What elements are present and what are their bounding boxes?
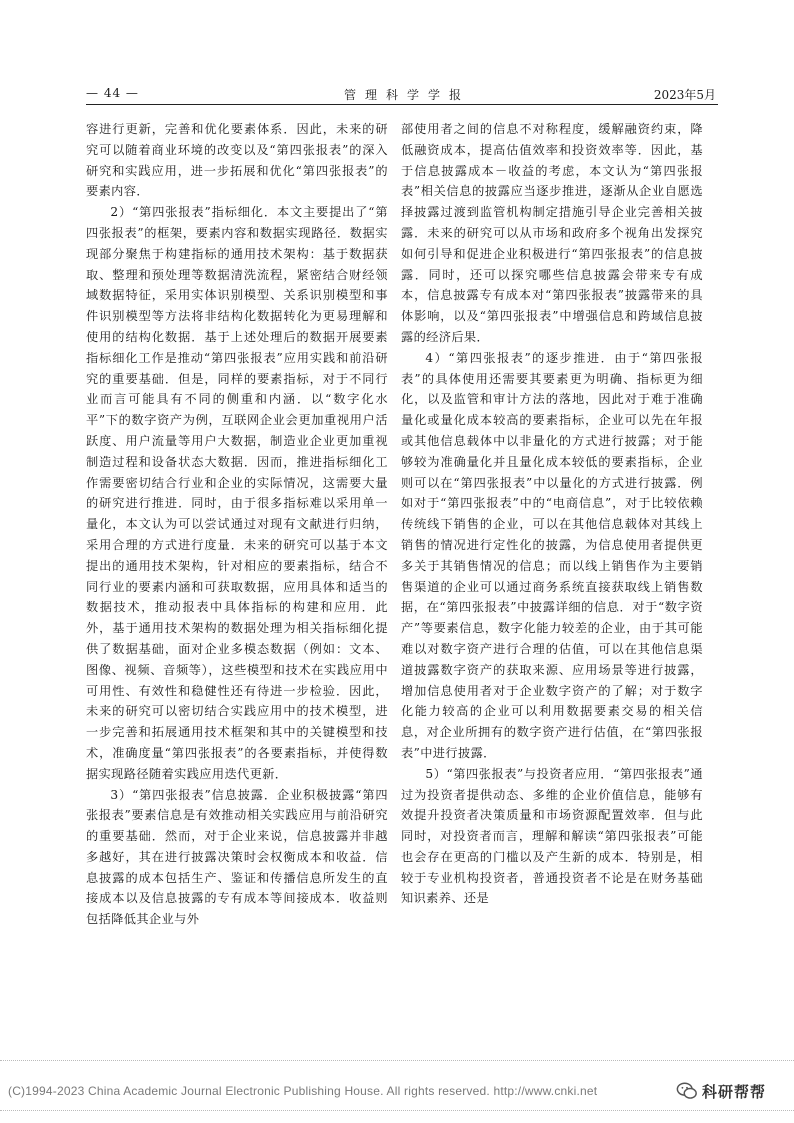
- left-column: [86, 119, 388, 930]
- paragraph-continued: 容进行更新，完善和优化要素体系．因此，未来的研究可以随着商业环境的改变以及“第四张报表”的深入研究和实践应用，进一步拓展和优化“第四张报表”的要素内容．: [86, 122, 388, 199]
- header-rule: [86, 104, 718, 105]
- watermark-text: 科研帮帮: [702, 1083, 767, 1101]
- journal-title: 管理科学学报: [344, 88, 471, 102]
- right-column: [401, 119, 703, 909]
- paragraph-investor-application: 5）“第四张报表”与投资者应用．“第四张报表”通过为投资者提供动态、多维的企业价值信息，能够有效提升投资者决策质量和市场资源配置效率．但与此同时，对投资者而言，理解和解读“第四张报表”可能也会存在更高的门槛以及产生新的成本．特别是，相较于专业机构投资者，普通投资者不论是在财务基础知识素养、还是: [401, 766, 703, 906]
- paragraph-continued: 部使用者之间的信息不对称程度，缓解融资约束，降低融资成本，提高估值效率和投资效率等．因此，基于信息披露成本－收益的考虑，本文认为“第四张报表”相关信息的披露应当逐步推进，逐渐从企业自愿选择披露过渡到监管机构制定措施引导企业完善相关披露．未来的研究可以从市场和政府多个视角出发探究如何引导和促进企业积极进行“第四张报表”的信息披露．同时，还可以探究哪些信息披露会带来专有成本，信息披露专有成本对“第四张报表”披露带来的具体影响，以及“第四张报表”中增强信息和跨域信息披露的经济后果．: [401, 122, 703, 344]
- paragraph-gradual-advancement: 4）“第四张报表”的逐步推进．由于“第四张报表”的具体使用还需要其要素更为明确、指标更为细化，以及监管和审计方法的落地，因此对于难于准确量化或量化成本较高的要素指标，企业可以先在年报或其他信息载体中以非量化的方式进行披露；对于能够较为准确量化并且量化成本较低的要素指标，企业则可以在“第四张报表”中以量化的方式进行披露．例如对于“第四张报表”中的“电商信息”，对于比较依赖传统线下销售的企业，可以在其他信息载体对其线上销售的情况进行定性化的披露，为信息使用者提供更多关于其销售情况的信息；而以线上销售作为主要销售渠道的企业可以通过商务系统直接获取线上销售数据，在“第四张报表”中披露详细的信息．对于“数字资产”等要素信息，数字化能力较差的企业，由于其可能难以对数字资产进行合理的估值，可以在其他信息渠道披露数字资产的获取来源、应用场景等进行披露，增加信息使用者对于企业数字资产的了解；对于数字化能力较高的企业可以利用数据要素交易的相关信息，对企业所拥有的数字资产进行估值，在“第四张报表”中进行披露．: [401, 350, 703, 760]
- issue-date: 2023年5月: [653, 88, 716, 102]
- wechat-icon: [676, 1080, 698, 1102]
- scan-artifact-line: [0, 1110, 794, 1111]
- scan-artifact-line: [0, 1060, 794, 1061]
- paragraph-information-disclosure: 3）“第四张报表”信息披露．企业积极披露“第四张报表”要素信息是有效推动相关实践应用与前沿研究的重要基础．然而，对于企业来说，信息披露并非越多越好，其在进行披露决策时会权衡成本和收益．信息披露的成本包括生产、鉴证和传播信息所发生的直接成本以及信息披露的专有成本等间接成本．收益则包括降低其企业与外: [86, 787, 388, 927]
- page-number: — 44 —: [86, 86, 139, 100]
- watermark: [676, 1080, 766, 1102]
- copyright-notice: (C)1994-2023 China Academic Journal Electronic Publishing House. All rights reserved. http://www.cnki.net: [8, 1084, 598, 1098]
- paragraph-indicator-refinement: 2）“第四张报表”指标细化．本文主要提出了“第四张报表”的框架，要素内容和数据实现路径．数据实现部分聚焦于构建指标的通用技术架构：基于数据获取、整理和预处理等数据清洗流程，紧密结合财经领域数据特征，采用实体识别模型、关系识别模型和事件识别模型等方法将非结构化数据转化为更易理解和使用的结构化数据．基于上述处理后的数据开展要素指标细化工作是推动“第四张报表”应用实践和前沿研究的重要基础．但是，同样的要素指标，对于不同行业而言可能具有不同的侧重和内涵．以“数字化水平”下的数字资产为例，互联网企业会更加重视用户活跃度、用户流量等用户大数据，制造业企业更加重视制造过程和设备状态大数据．因而，推进指标细化工作需要密切结合行业和企业的实际情况，这需要大量的研究进行推进．同时，由于很多指标难以采用单一量化，本文认为可以尝试通过对现有文献进行归纳，采用合理的方式进行度量．未来的研究可以基于本文提出的通用技术架构，针对相应的要素指标，结合不同行业的要素内涵和可获取数据，应用具体和适当的数据技术，推动报表中具体指标的构建和应用．此外，基于通用技术架构的数据处理为相关指标细化提供了数据基础，面对企业多模态数据（例如：文本、图像、视频、音频等），这些模型和技术在实践应用中可用性、有效性和稳健性还有待进一步检验．因此，未来的研究可以密切结合实践应用中的技术模型，进一步完善和拓展通用技术框架和其中的关键模型和技术，准确度量“第四张报表”的各要素指标，并使得数据实现路径随着实践应用迭代更新．: [86, 205, 388, 781]
- running-header: [86, 84, 716, 104]
- footer: [0, 1082, 794, 1102]
